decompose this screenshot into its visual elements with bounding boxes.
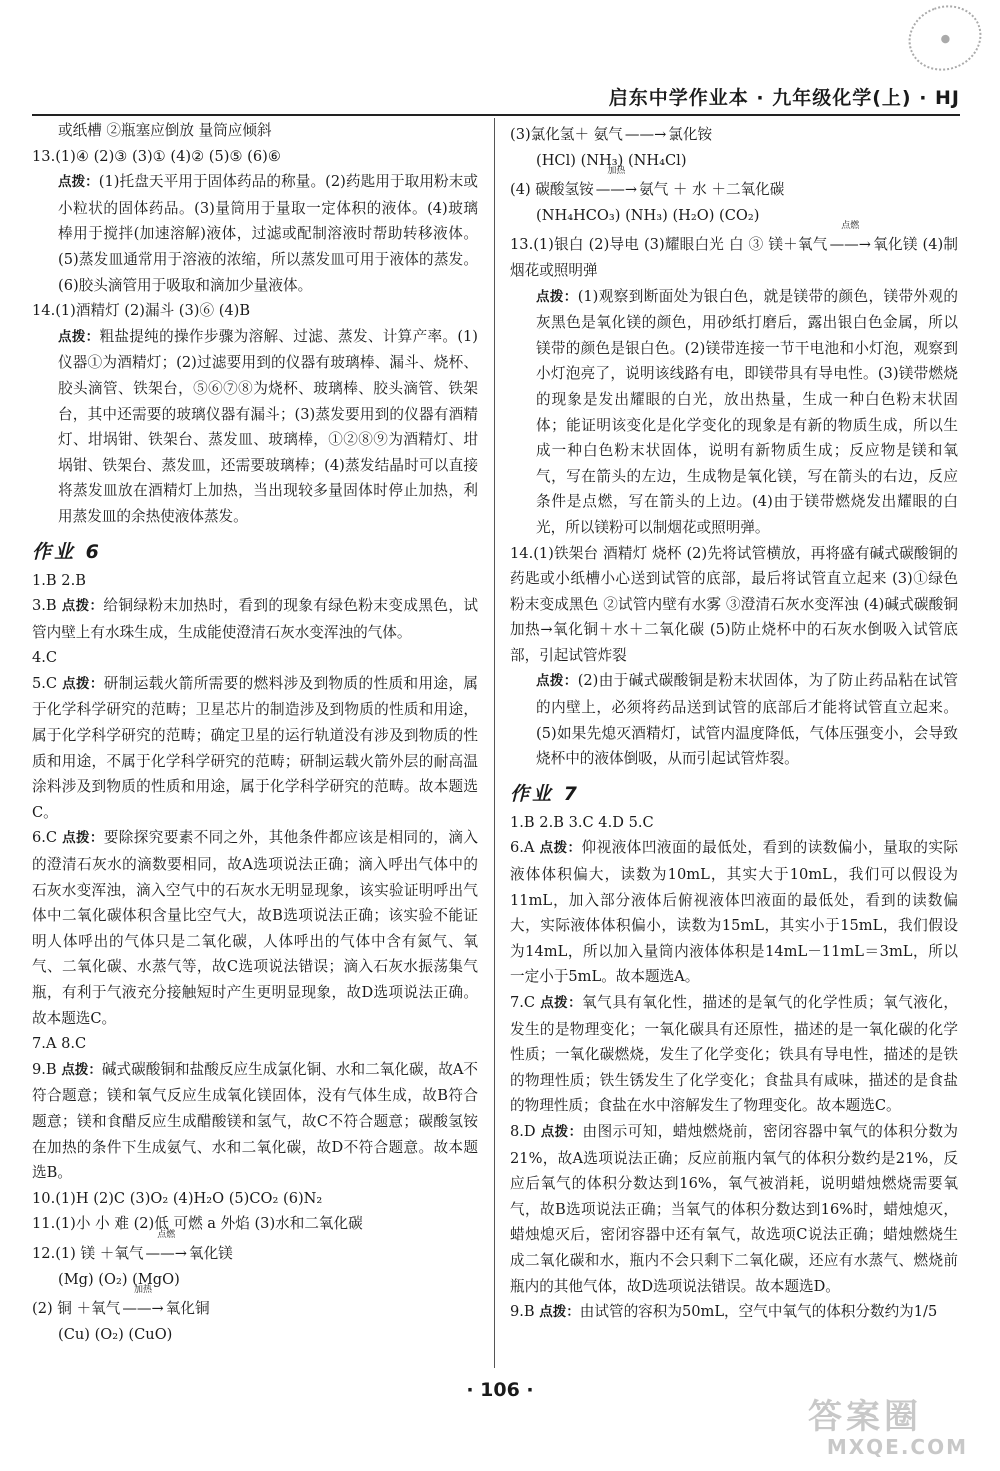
reaction-products: 氧化铜 [165,1300,210,1318]
arrow-right-icon: ——→ [595,181,638,199]
hint-keyword: 点拨： [62,830,104,847]
answer-paragraph: 点拨：粗盐提纯的操作步骤为溶解、过滤、蒸发、计算产率。(1)仪器①为酒精灯；(2)过滤要用到的仪器有玻璃棒、漏斗、烧杯、胶头滴管、铁架台，⑤⑥⑦⑧为烧杯、玻璃棒、胶头滴管、铁架台，其中还需要的玻璃仪器有漏斗；(3)蒸发要用到的仪器有酒精灯、坩埚钳、铁架台、蒸发皿、玻璃棒，①②⑧⑨为酒精灯、坩埚钳、铁架台、蒸发皿，还需要玻璃棒；(4)蒸发结晶时可以直接将蒸发皿放在酒精灯上加热，当出现较多量固体时停止加热，利用蒸发皿的余热使液体蒸发。 [58,327,478,525]
answer-paragraph: 6.A 点拨：仰视液体凹液面的最低处，看到的读数偏小，量取的实际液体体积偏大，读数为10mL，其实大于10mL，我们可以假设为11mL，加入部分液体后俯视液体凹液面的最低处，看到的读数偏大，实际液体体积偏小，读数为15mL，其实小于15mL，我们假设为14mL，所以加入量筒内液体体积是14mL－11mL＝3mL，所以一定小于5mL。故本题选A。 [510,839,958,986]
answer-paragraph: 3.B 点拨：给铜绿粉末加热时，看到的现象有绿色粉末变成黑色，试管内壁上有水珠生成，生成能使澄清石灰水变浑浊的气体。 [32,597,478,641]
answer-paragraph: 1.B 2.B 3.C 4.D 5.C [510,813,654,831]
page-header [32,84,960,116]
hint-keyword: 点拨： [58,174,99,191]
reaction-products: 氨气 ＋ 水 ＋二氧化碳 [639,181,785,199]
column-divider [494,118,495,1368]
reaction-reactants: (3)氯化氢＋ 氨气 [510,126,623,143]
chemical-formulas: (Mg) (O₂) (MgO) [58,1270,180,1288]
reaction-reactants: 12.(1) 镁 ＋氧气 [32,1244,144,1262]
hint-keyword: 点拨： [539,1304,580,1321]
answer-paragraph: 7.C 点拨：氧气具有氧化性，描述的是氧气的化学性质；氧气液化，发生的是物理变化；一氧化碳具有还原性，描述的是一氧化碳的化学性质；一氧化碳燃烧，发生了化学变化；铁具有导电性，描述的是铁的物理性质；铁生锈发生了化学变化；食盐具有咸味，描述的是食盐的物理性质；食盐在水中溶解发生了物理变化。故本题选C。 [510,994,959,1115]
answer-paragraph: 4.C [32,649,58,667]
seal-stamp-icon: ● [899,0,990,81]
reaction-equation [510,122,958,173]
reaction-arrow [594,166,639,203]
watermark-line1: 答案圈 [808,1397,922,1437]
answer-paragraph: 7.A 8.C [32,1035,87,1053]
hint-keyword: 点拨： [539,840,582,857]
answer-paragraph: 14.(1)酒精灯 (2)漏斗 (3)⑥ (4)B [32,302,251,320]
answer-paragraph: 点拨：(2)由于碱式碳酸铜是粉末状固体，为了防止药品粘在试管的内壁上，必须将药品送到试管的底部后才能将试管直立起来。(5)如果先熄灭酒精灯，试管内温度降低，气体压强变小，会导致烧杯中的液体倒吸，从而引起试管炸裂。 [536,672,959,768]
chemical-formulas: (NH₄HCO₃) (NH₃) (H₂O) (CO₂) [536,206,760,224]
section-heading: 作业 7 [510,782,580,805]
reaction-reactants: (4) 碳酸氢铵 [510,181,594,199]
hint-keyword: 点拨： [58,328,100,345]
answer-paragraph: 9.B 点拨：碱式碳酸铜和盐酸反应生成氯化铜、水和二氧化碳，故A不符合题意；镁和氧气反应生成氧化镁固体，没有气体生成，故B符合题意；镁和食醋反应生成醋酸镁和氢气，故C不符合题意；碳酸氢铵在加热的条件下生成氨气、水和二氧化碳，故D不符合题意。故本题选B。 [32,1060,479,1182]
reaction-products: 氧化镁 [188,1244,233,1262]
hint-keyword: 点拨： [540,995,583,1011]
arrow-right-icon: ——→ [145,1244,187,1262]
watermark-line2: MXQE.COM [826,1435,968,1459]
reaction-condition: 点燃 [157,1229,176,1240]
chemical-formulas: (Cu) (O₂) (CuO) [58,1325,173,1343]
hint-keyword: 点拨： [61,1061,102,1078]
reaction-products: 氧化镁 (4)制烟花或照明弹 [510,236,959,279]
arrow-right-icon: ——→ [624,126,667,143]
hint-keyword: 点拨： [536,288,578,305]
reaction-condition: 加热 [134,1285,153,1296]
answer-paragraph: 13.(1)④ (2)③ (3)① (4)② (5)⑤ (6)⑥ [32,147,281,165]
hint-keyword: 点拨： [536,673,578,690]
reaction-reactants: (2) 铜 ＋氧气 [32,1300,121,1318]
answer-paragraph: 6.C 点拨：要除探究要素不同之外，其他条件都应该是相同的，滴入的澄清石灰水的滴数要相同，故A选项说法正确；滴入呼出气体中的石灰水变浑浊，滴入空气中的石灰水无明显现象，该实验证明呼出气体中二氧化碳体积含量比空气大，故B选项说法正确；该实验不能证明人体呼出的气体只是二氧化碳，人体呼出的气体中含有氮气、氧气、二氧化碳、水蒸气等，故C选项说法错误；滴入石灰水振荡集气瓶，有利于气液充分接触短时产生更明显现象，故D选项说法正确。故本题选C。 [32,829,478,1027]
reaction-arrow [623,122,668,148]
chemical-formulas: (HCl) (NH₃) (NH₄Cl) [536,151,687,169]
answer-paragraph: 或纸槽 ②瓶塞应倒放 量筒应倾斜 [58,122,272,139]
left-column [32,118,478,1347]
watermark-logo [808,1398,968,1460]
reaction-equation [510,221,959,283]
reaction-condition: 加热 [607,166,626,177]
page-title: 启东中学作业本 · 九年级化学(上) · HJ [608,87,960,109]
reaction-equation [32,1285,478,1347]
answer-paragraph: 点拨：(1)托盘天平用于固体药品的称量。(2)药匙用于取用粉末或小粒状的固体药品。(3)量筒用于量取一定体积的液体。(4)玻璃棒用于搅拌(加速溶解)液体，过滤或配制溶液时帮助转移液体。(5)蒸发皿通常用于溶液的浓缩，所以蒸发皿可用于液体的蒸发。(6)胶头滴管用于吸取和滴加少量液体。 [58,173,478,294]
section-heading: 作业 6 [32,540,102,563]
reaction-equation [32,1229,478,1292]
answer-paragraph: 10.(1)H (2)C (3)O₂ (4)H₂O (5)CO₂ (6)N₂ [32,1189,323,1207]
hint-keyword: 点拨： [62,675,104,692]
answer-paragraph: 9.B 点拨：由试管的容积为50mL，空气中氧气的体积分数约为1/5 [510,1303,938,1321]
arrow-right-icon: ——→ [829,236,871,254]
answer-paragraph: 1.B 2.B [32,571,86,589]
reaction-arrow [120,1285,165,1322]
hint-keyword: 点拨： [61,598,104,615]
hint-keyword: 点拨： [540,1123,583,1140]
page-number: · 106 · [466,1379,534,1401]
reaction-arrow [828,221,873,258]
answer-paragraph: 14.(1)铁架台 酒精灯 烧杯 (2)先将试管横放，再将盛有碱式碳酸铜的药匙或小纸槽小心送到试管的底部，最后将试管直立起来 (3)①绿色粉末变成黑色 ②试管内壁有水雾 ③澄清石灰水变浑浊 (4)碱式碳酸铜加热→氧化铜＋水＋二氧化碳 (5)防止烧杯中的石灰水倒吸入试管底部，引起试管炸裂 [510,544,958,664]
reaction-equation [510,166,958,228]
right-column [510,118,958,1326]
reaction-products: 氯化铵 [668,126,713,143]
answer-paragraph: 11.(1)小 小 难 (2)低 可燃 a 外焰 (3)水和二氧化碳 [32,1215,363,1233]
answer-paragraph: 8.D 点拨：由图示可知，蜡烛燃烧前，密闭容器中氧气的体积分数为21%，故A选项说法正确；反应前瓶内氧气的体积分数约是21%，反应后氧气的体积分数达到16%，氧气被消耗，说明蜡烛燃烧需要氧气，故B选项说法正确；当氧气的体积分数达到16%时，蜡烛熄灭，蜡烛熄灭后，密闭容器中还有氧气，故选项C说法正确；蜡烛燃烧生成二氧化碳和水，瓶内不会只剩下二氧化碳，还应有水蒸气、燃烧前瓶内的其他气体，故D选项说法错误。故本题选D。 [510,1122,959,1295]
arrow-right-icon: ——→ [122,1300,164,1318]
reaction-reactants: 13.(1)银白 (2)导电 (3)耀眼白光 白 ③ 镁＋氧气 [510,236,828,254]
reaction-arrow [144,1229,189,1267]
answer-paragraph: 5.C 点拨：研制运载火箭所需要的燃料涉及到物质的性质和用途，属于化学科学研究的范畴；卫星芯片的制造涉及到物质的性质和用途，属于化学科学研究的范畴；确定卫星的运行轨道没有涉及到物质的性质和用途，不属于化学科学研究的范畴；研制运载火箭外层的耐高温涂料涉及到物质的性质和用途，属于化学科学研究的范畴。故本题选C。 [32,674,478,821]
reaction-condition: 点燃 [841,221,860,232]
answer-paragraph: 点拨：(1)观察到断面处为银白色，就是镁带的颜色，镁带外观的灰黑色是氧化镁的颜色，用砂纸打磨后，露出银白色金属，所以镁带的颜色是银白色。(2)镁带连接一节干电池和小灯泡，观察到小灯泡亮了，说明该线路有电，即镁带具有导电性。(3)镁带燃烧的现象是发出耀眼的白光，放出热量，生成一种白色粉末状固体；能证明该变化是化学变化的现象是有新的物质生成，所以生成一种白色粉末状固体，说明有新物质生成；反应物是镁和氧气，写在箭头的左边，生成物是氧化镁，写在箭头的右边，反应条件是点燃，写在箭头的上边。(4)由于镁带燃烧发出耀眼的白光，所以镁粉可以制烟花或照明弹。 [536,287,959,536]
